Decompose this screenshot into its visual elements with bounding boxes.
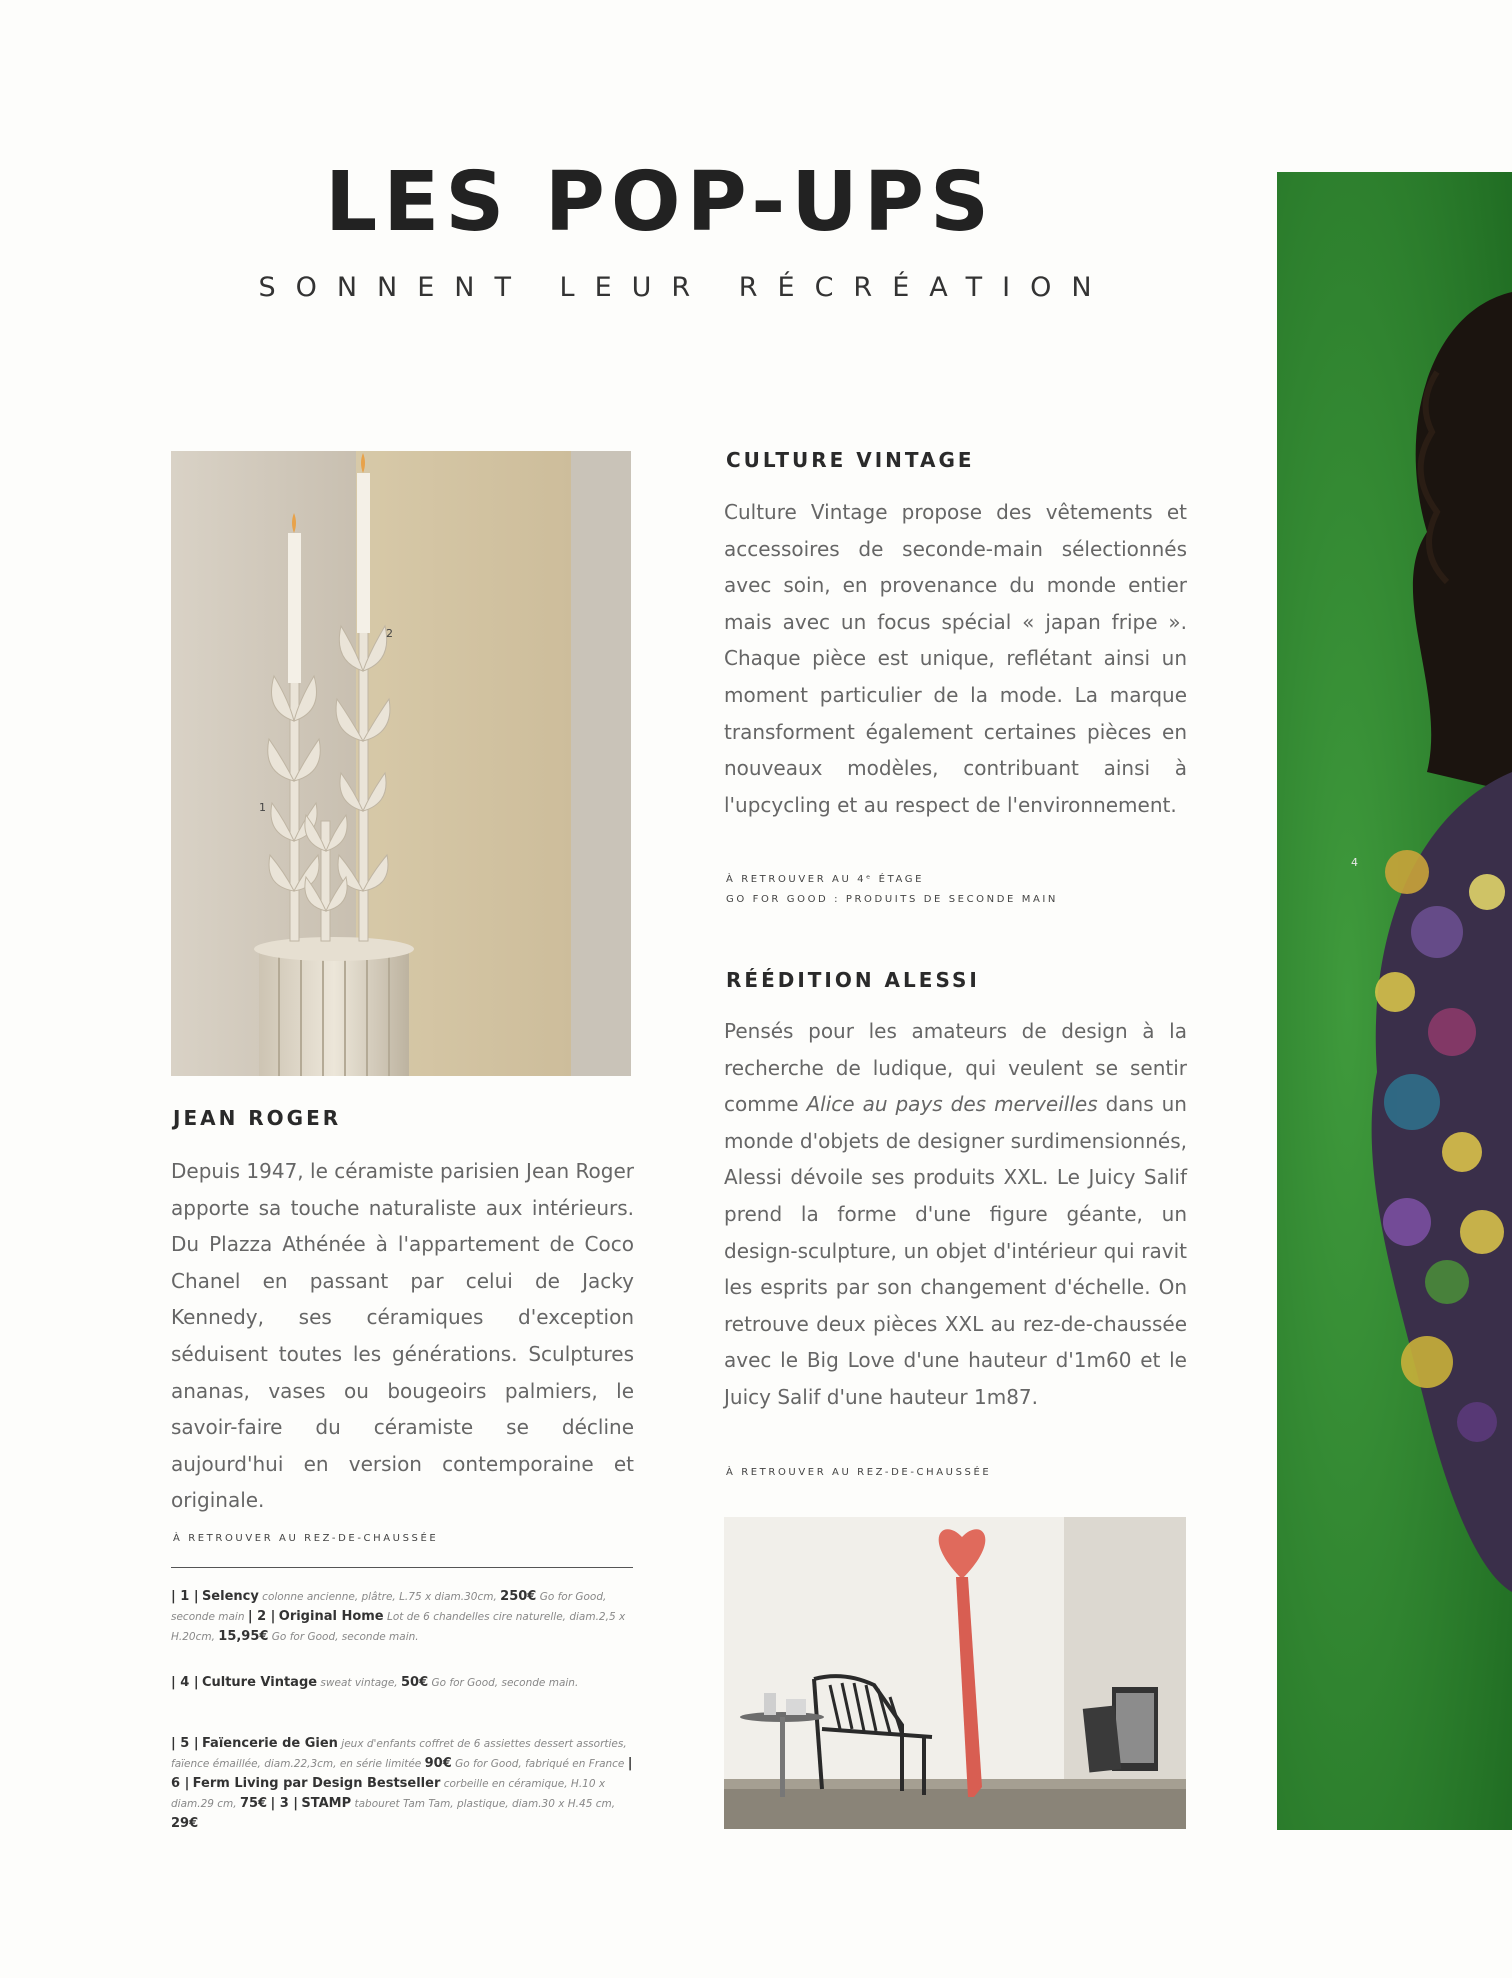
culture-vintage-text: Culture Vintage propose des vêtements et accessoires de seconde-main sélectionnés avec soin, en provenance du monde entier mais avec un focus spécial « japan fripe ». Chaque pièce est unique, reflétant ainsi un moment particulier de la mode. La marque transforment également certaines pièces en nouveaux modèles, contribuant ainsi à l'upcycling et au respect de l'environnement.: [724, 500, 1187, 817]
credits-block-2: | 4 | Culture Vintage sweat vintage, 50€ Go for Good, seconde main.: [171, 1675, 579, 1690]
credits-block-3: | 5 | Faïencerie de Gien jeux d'enfants coffret de 6 assiettes dessert assorties, faïence émaillée, diam.22,3cm, en série limitée 90€ Go for Good, fabriqué en France | 6 | Ferm Living par Design Bestseller corbeille en céramique, H.10 x diam.29 cm, 75€ | 3 | STAMP tabouret Tam Tam, plastique, diam.30 x H.45 cm, 29€: [171, 1736, 633, 1831]
fashion-model-photo: [1277, 172, 1512, 1830]
photo-label-1: 1: [259, 801, 266, 814]
jean-roger-location: À RETROUVER AU REZ-DE-CHAUSSÉE: [173, 1533, 439, 1544]
culture-vintage-location: À RETROUVER AU 4ᵉ ÉTAGE: [726, 874, 925, 885]
jean-roger-heading: JEAN ROGER: [173, 1106, 342, 1130]
alessi-location: À RETROUVER AU REZ-DE-CHAUSSÉE: [726, 1467, 992, 1478]
photo-label-2: 2: [386, 627, 393, 640]
alessi-heading: RÉÉDITION ALESSI: [726, 968, 980, 992]
photo-label-4: 4: [1351, 856, 1358, 869]
page-title: LES POP-UPS: [324, 155, 996, 250]
alessi-text: Pensés pour les amateurs de design à la recherche de ludique, qui veulent se sentir comme Alice au pays des merveilles dans un monde d'objets de designer surdimensionnés, Alessi dévoile ses produits XXL. Le Juicy Salif prend la forme d'une figure géante, un design-sculpture, un objet d'intérieur qui ravit les esprits par son changement d'échelle. On retrouve deux pièces XXL au rez-de-chaussée avec le Big Love d'une hauteur d'1m60 et le Juicy Salif d'une hauteur 1m87.: [724, 1019, 1187, 1409]
credits-block-1: | 1 | Selency colonne ancienne, plâtre, L.75 x diam.30cm, 250€ Go for Good, seconde main | 2 | Original Home Lot de 6 chandelles cire naturelle, diam.2,5 x H.20cm, 15,95€ Go for Good, seconde main.: [171, 1589, 626, 1644]
alessi-room-photo: [724, 1517, 1186, 1829]
culture-vintage-heading: CULTURE VINTAGE: [726, 448, 975, 472]
page-subtitle: SONNENT LEUR RÉCRÉATION: [258, 272, 1112, 303]
credits-divider: [171, 1567, 633, 1568]
candle-holders-photo: [171, 451, 631, 1076]
culture-vintage-category: GO FOR GOOD : PRODUITS DE SECONDE MAIN: [726, 894, 1059, 905]
jean-roger-text: Depuis 1947, le céramiste parisien Jean Roger apporte sa touche naturaliste aux intérieurs. Du Plazza Athénée à l'appartement de Coco Chanel en passant par celui de Jacky Kennedy, ses céramiques d'exception séduisent toutes les générations. Sculptures ananas, vases ou bougeoirs palmiers, le savoir-faire du céramiste se décline aujourd'hui en version contemporaine et originale.: [171, 1159, 634, 1513]
